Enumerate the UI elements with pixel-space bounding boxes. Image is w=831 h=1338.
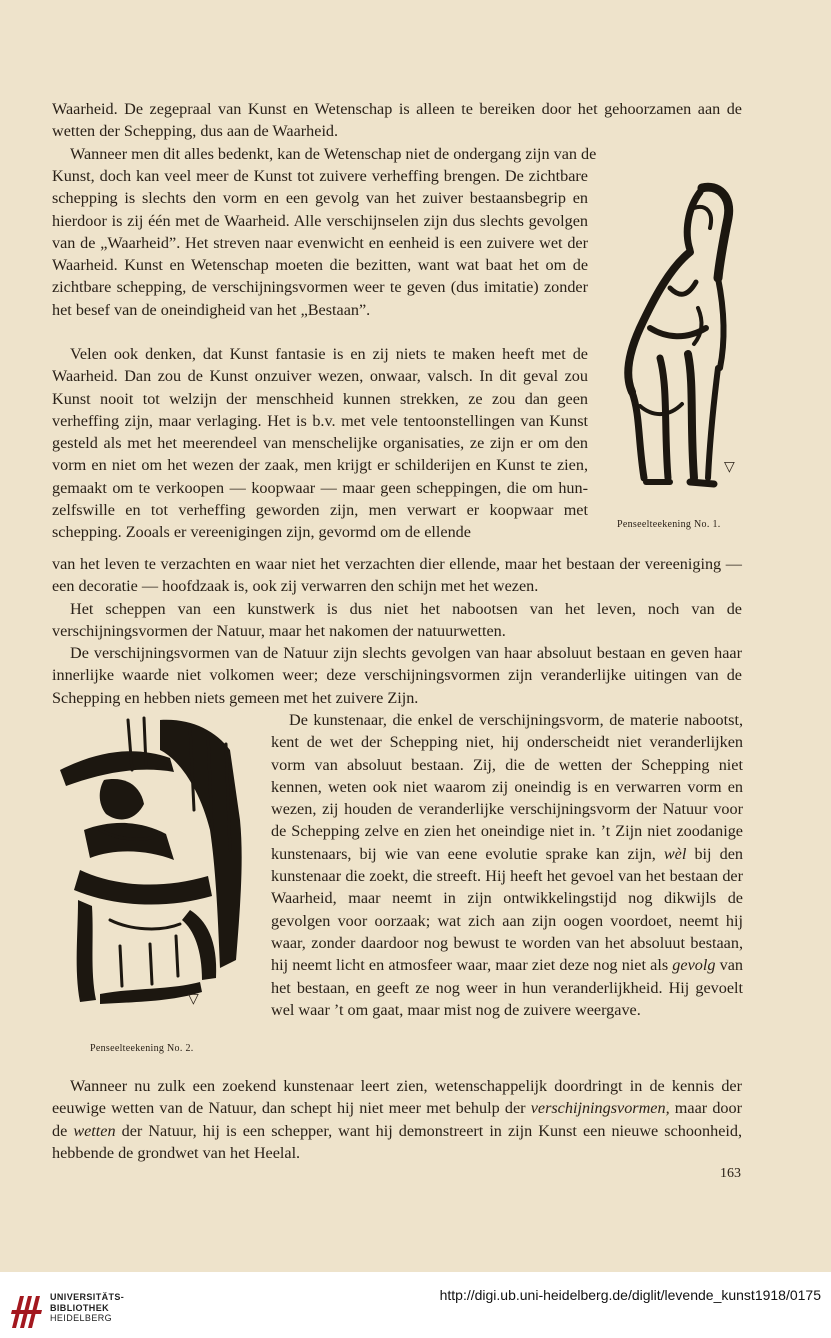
- paragraph-6-part-a: De kunstenaar, die enkel de verschijningsvorm, de materie nabootst, kent de wet der Schepping niet, hij onderscheidt niet veranderlijken vorm van absoluut bestaan. Zij, die de wetten der Schepping niet kennen, weten ook niet waarom zij oneindig is en verwarren vorm en wezen, zij houden de veranderlijke verschijningsvorm der Natuur voor de Schepping zelve en zien het oneindige niet in. ’t Zijn niet zoodanige kunstenaars, bij wie van eene evolutie sprake kan zijn,: [271, 711, 743, 863]
- library-name-line-3: HEIDELBERG: [50, 1313, 113, 1323]
- paragraph-3-continued-text: van het leven te verzachten en waar niet het verzachten dier ellende, maar het bestaan der vereeniging — een decoratie — hoofdzaak is, ook zij verwarren den schijn met het wezen.: [52, 555, 742, 596]
- source-url-link[interactable]: http://digi.ub.uni-heidelberg.de/diglit/levende_kunst1918/0175: [439, 1287, 821, 1303]
- paragraph-2-text: Kunst, doch kan veel meer de Kunst tot zuivere verheffing brengen. De zichtbare schepping is slechts den vorm en een gevolg van het zuiver bestaansbegrip en hierdoor is zij één met de Waarheid. Alle verschijnselen zijn dus slechts gevolgen van de „Waarheid”. Het streven naar evenwicht en eenheid is een zuivere wet der Waarheid. Kunst en Wetenschap moeten die bezitten, want wat baat het om de zichtbare schepping, de verschijningsvormen weer te geven (dus imitatie) zonder het besef van de oneindigheid van het „Bestaan”.: [52, 167, 588, 319]
- paragraph-7-text: [52, 1075, 742, 1164]
- paragraph-7-part-b: maar door de: [52, 1099, 742, 1140]
- paragraph-5: [52, 642, 742, 709]
- paragraph-2-first-line-text: Wanneer men dit alles bedenkt, kan de Wetenschap niet de ondergang zijn van de: [70, 145, 597, 163]
- paragraph-3-continued: [52, 553, 742, 598]
- university-library-logo-icon: [10, 1290, 44, 1330]
- library-name-line-2: BIBLIOTHEK: [50, 1302, 109, 1313]
- figure-1-mark: ▽: [724, 460, 736, 475]
- figure-2-mark: ▽: [188, 992, 200, 1007]
- figure-1-caption: Penseelteekening No. 1.: [617, 519, 721, 530]
- library-name: [50, 1292, 124, 1324]
- paragraph-6-part-c: van het bestaan, en geeft ze nog weer in hun veranderlijkheid. Hij gevoelt wel waar ’t om gaat, maar mist nog de zuivere weergave.: [271, 956, 743, 1019]
- paragraph-7: [52, 1075, 742, 1164]
- paragraph-4-text: Het scheppen van een kunstwerk is dus niet het nabootsen van het leven, noch van de verschijningsvormen der Natuur, maar het nakomen der natuurwetten.: [52, 600, 742, 641]
- paragraph-2: [52, 165, 588, 321]
- paragraph-6-emphasis-gevolg: gevolg: [672, 956, 716, 975]
- paragraph-6-text: [271, 709, 743, 1021]
- paragraph-7-emphasis-verschijningsvormen: verschijningsvormen,: [530, 1099, 670, 1118]
- page-number: 163: [720, 1166, 741, 1181]
- brush-drawing-2: [40, 710, 260, 1020]
- paragraph-1: [52, 98, 742, 143]
- paragraph-7-part-c: der Natuur, hij is een schepper, want hij demonstreert in zijn Kunst een nieuwe schoonheid, hebbende de grondwet van het Heelal.: [52, 1121, 743, 1162]
- paragraph-1-text: Waarheid. De zegepraal van Kunst en Wetenschap is alleen te bereiken door het gehoorzamen aan de wetten der Schepping, dus aan de Waarheid.: [52, 100, 742, 141]
- paragraph-7-part-a: Wanneer nu zulk een zoekend kunstenaar leert zien, wetenschappelijk doordringt in de kennis der eeuwige wetten van de Natuur, dan schept hij niet meer met behulp der: [52, 1077, 742, 1118]
- figure-2-caption: Penseelteekening No. 2.: [90, 1043, 194, 1054]
- footer-bar: [0, 1272, 831, 1338]
- paragraph-6: [271, 709, 743, 1021]
- paragraph-6-part-b: bij den kunstenaar die zoekt, die streeft. Hij heeft het gevoel van het bestaan der Waarheid, maar neemt in zijn ontwikkelingstijd nog dikwijls de gevolgen voor oorzaak; wat zich aan zijn oogen voordoet, neemt hij waar, zonder daardoor nog bewust te worden van het absoluut bestaan, hij neemt licht en atmosfeer waar, maar ziet deze nog niet als: [271, 844, 744, 975]
- paragraph-6-emphasis-wel: wèl: [663, 844, 687, 863]
- library-name-line-1: UNIVERSITÄTS-: [50, 1292, 125, 1302]
- paragraph-4: [52, 598, 742, 643]
- paragraph-7-emphasis-wetten: wetten: [73, 1121, 116, 1140]
- paragraph-3-text: Velen ook denken, dat Kunst fantasie is en zij niets te maken heeft met de Waarheid. Dan zou de Kunst onzuiver wezen, onwaar, valsch. In dit geval zou Kunst nooit tot welzijn der menschheid kunnen strekken, ze zou dan geen verheffing zijn, maar verlaging. Het is b.v. met vele tentoonstellingen van Kunst gesteld als met het meerendeel van menschelijke organisaties, ze zijn er om den vorm en niet om het wezen der zaak, men krijgt er schilderijen en Kunst te zien, gemaakt om te verkoopen — koopwaar — maar geen scheppingen, die om hun-zelfswille en tot verheffing geworden zijn, men verwart er koopwaar met schepping. Zooals er vereenigingen zijn, gevormd om de ellende: [52, 345, 588, 542]
- paragraph-5-text: De verschijningsvormen van de Natuur zijn slechts gevolgen van haar absoluut bestaan en geven haar innerlijke waarde niet volkomen weer; deze verschijningsvormen zijn veranderlijke uitingen van de Schepping en hebben niets gemeen met het zuivere Zijn.: [52, 644, 742, 707]
- paragraph-2-first-line: [52, 143, 742, 165]
- paragraph-3: [52, 343, 588, 544]
